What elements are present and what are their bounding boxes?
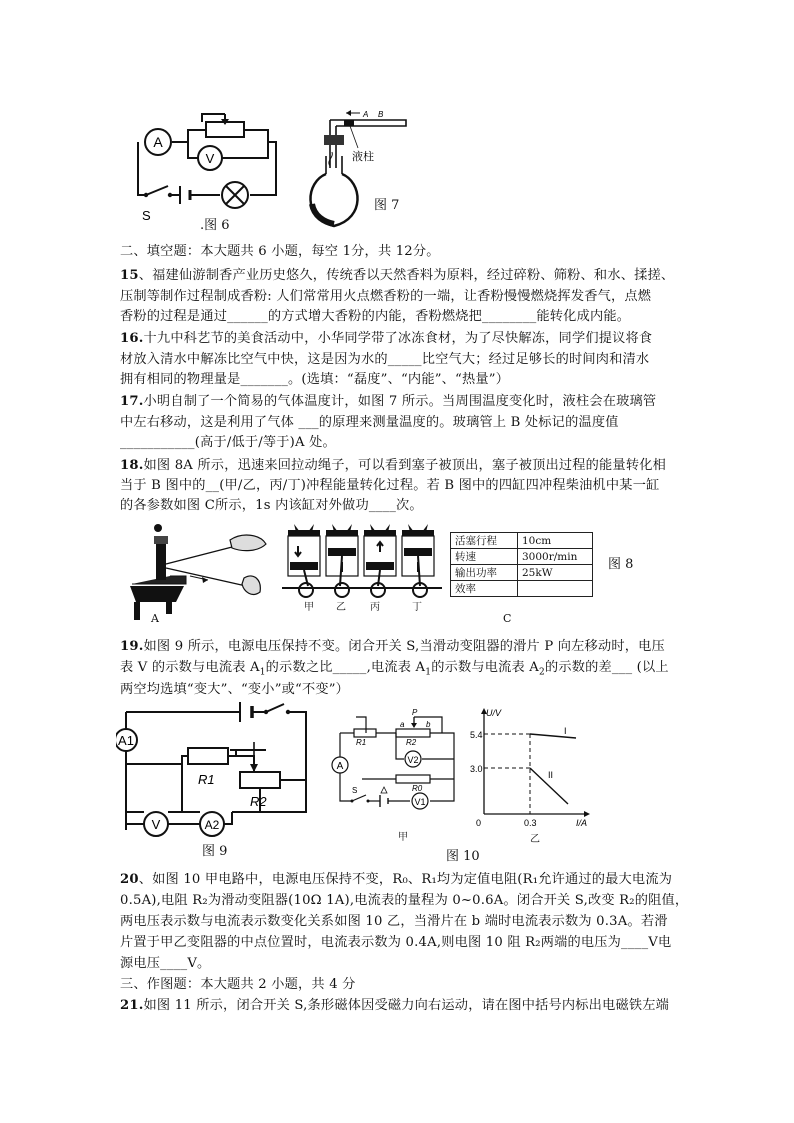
fig10-a-label: a bbox=[400, 720, 405, 729]
q15-line-3: 香粉的过程是通过______的方式增大香粉的内能，香粉燃烧把________能转化成内能。 bbox=[120, 309, 631, 324]
q16-line-2: 材放入清水中解冻比空气中快，这是因为水的_____比空气大；经过足够长的时间肉和清水 bbox=[120, 352, 650, 367]
graph-xtick-0-3: 0.3 bbox=[524, 818, 537, 828]
figure-8c-label: C bbox=[503, 612, 512, 625]
figure-8a-stopper-demo bbox=[126, 522, 276, 622]
q20-line-5: 源电压____V。 bbox=[120, 956, 211, 971]
q15-line-1: 15、福建仙游制香产业历史悠久，传统香以天然香料为原料，经过碎粉、筛粉、和水、揉搓、 bbox=[120, 268, 675, 283]
fig10-v2-label: V2 bbox=[407, 755, 419, 765]
q15-line-2: 压制等制作过程制成香粉: 人们常常用火点燃香粉的一端，让香粉慢慢燃烧挥发香气，点燃 bbox=[120, 289, 652, 304]
figure-9-circuit bbox=[116, 702, 316, 842]
figure-10-yi-label: 乙 bbox=[530, 834, 540, 845]
q16-line-1: 16.十九中科艺节的美食活动中，小华同学带了冰冻食材，为了尽快解冻，同学们提议将食 bbox=[120, 331, 653, 346]
fig10-v1-label: V1 bbox=[414, 797, 426, 807]
graph-line-i-label: I bbox=[564, 726, 567, 736]
resistor-r1-label: R1 bbox=[198, 772, 215, 787]
ammeter-a1-label: A1 bbox=[118, 733, 134, 748]
ammeter-label: A bbox=[153, 134, 163, 150]
resistor-r2-label: R2 bbox=[250, 794, 267, 809]
q17-line-3: ___________(高于/低于/等于)A 处。 bbox=[120, 435, 336, 450]
graph-line-ii-label: II bbox=[548, 770, 554, 780]
q20-line-1: 20、如图 10 甲电路中，电源电压保持不变，R₀、R₁均为定值电阻(R₁允许通过的最大电流为 bbox=[120, 872, 673, 887]
ammeter-a2-label: A2 bbox=[204, 818, 220, 832]
fig10-p-label: P bbox=[412, 708, 418, 717]
figure-7-caption: 图 7 bbox=[374, 198, 400, 213]
q20-line-3: 两电压表示数与电流表示数变化关系如图 10 乙，当滑片在 b 端时电流表示数为 0.3A。若滑 bbox=[120, 914, 668, 929]
table-cell: 3000r/min bbox=[518, 549, 593, 565]
stroke-ding-label: 丁 bbox=[412, 602, 422, 613]
table-row bbox=[451, 565, 593, 581]
figure-6-caption: .图 6 bbox=[200, 218, 230, 233]
graph-ytick-5-4: 5.4 bbox=[470, 730, 483, 740]
q20-line-2: 0.5A),电阻 R₂为滑动变阻器(10Ω 1A),电流表的量程为 0~0.6A。闭合开关 S,改变 R₂的阻值， bbox=[120, 893, 689, 908]
q20-line-4: 片置于甲乙变阻器的中点位置时，电流表示数为 0.4A,则电图 10 阻 R₂两端的电压为____V电 bbox=[120, 935, 672, 950]
figure-8-caption: 图 8 bbox=[608, 557, 634, 572]
q17-line-1: 17.小明自制了一个简易的气体温度计，如图 7 所示。当周围温度变化时，液柱会在玻璃管 bbox=[120, 394, 657, 409]
q17-line-2: 中左右移动，这是利用了气体 ___的原理来测量温度的。玻璃管上 B 处标记的温度值 bbox=[120, 415, 619, 430]
stroke-yi-label: 乙 bbox=[336, 602, 346, 613]
table-cell: 活塞行程 bbox=[451, 533, 518, 549]
figure-8c-parameter-table bbox=[450, 532, 593, 597]
fig10-ammeter-label: A bbox=[336, 761, 344, 772]
figure-10-jia-label: 甲 bbox=[398, 832, 408, 843]
table-cell: 输出功率 bbox=[451, 565, 518, 581]
stroke-bing-label: 丙 bbox=[370, 602, 380, 613]
table-cell: 转速 bbox=[451, 549, 518, 565]
graph-ytick-3-0: 3.0 bbox=[470, 764, 483, 774]
table-cell bbox=[518, 581, 593, 597]
figure-10-circuit-jia bbox=[326, 705, 462, 823]
figure-9-caption: 图 9 bbox=[202, 844, 228, 859]
graph-ylabel: U/V bbox=[486, 708, 502, 718]
fig10-r2-label: R2 bbox=[406, 738, 417, 747]
table-row bbox=[451, 581, 593, 597]
table-cell: 10cm bbox=[518, 533, 593, 549]
graph-line-i bbox=[530, 734, 576, 738]
q18-line-1: 18.如图 8A 所示，迅速来回拉动绳子，可以看到塞子被顶出，塞子被顶出过程的能量转化相 bbox=[120, 458, 666, 473]
figure-7-thermometer bbox=[300, 108, 410, 233]
fig10-b-label: b bbox=[426, 720, 431, 729]
table-row bbox=[451, 533, 593, 549]
fig10-s-label: S bbox=[352, 786, 358, 795]
switch-label: S bbox=[142, 208, 151, 223]
fig10-r0-label: R0 bbox=[412, 784, 423, 793]
q19-line-3: 两空均选填“变大”、“变小”或“不变”） bbox=[120, 682, 350, 697]
q21-line-1: 21.如图 11 所示，闭合开关 S,条形磁体因受磁力向右运动，请在图中括号内标出电磁铁左端 bbox=[120, 998, 670, 1013]
q16-line-3: 拥有相同的物理量是_______。(选填：“磊度”、“内能”、“热量”） bbox=[120, 372, 510, 387]
q19-line-1: 19.如图 9 所示，电源电压保持不变。闭合开关 S,当滑动变阻器的滑片 P 向左移动时，电压 bbox=[120, 639, 665, 654]
graph-guide-lines bbox=[484, 734, 530, 814]
figure-10-graph-yi bbox=[468, 702, 596, 830]
voltmeter-label: V bbox=[205, 151, 215, 166]
table-cell: 效率 bbox=[451, 581, 518, 597]
figure-8a-label: A bbox=[151, 612, 159, 625]
table-cell: 25kW bbox=[518, 565, 593, 581]
section-2-title: 二、填空题：本大题共 6 小题，每空 1分，共 12分。 bbox=[120, 244, 440, 259]
section-3-title: 三、作图题：本大题共 2 小题，共 4 分 bbox=[120, 977, 356, 992]
point-a-label: A bbox=[363, 110, 369, 119]
voltmeter-v-label: V bbox=[151, 817, 161, 832]
table-row bbox=[451, 549, 593, 565]
graph-xtick-0: 0 bbox=[476, 818, 482, 828]
q19-line-2: 表 V 的示数与电流表 $A_1$的示数之比_____,电流表 $A_1$的示数与电流表 $A_2$的示数的差___ (以上 bbox=[120, 660, 669, 678]
graph-xlabel: I/A bbox=[576, 818, 588, 828]
point-b-label: B bbox=[378, 110, 384, 119]
q18-line-3: 的各参数如图 C所示，1s 内该缸对外做功____次。 bbox=[120, 498, 423, 513]
liquid-column-label: 液柱 bbox=[352, 151, 374, 163]
fig10-r1-label: R1 bbox=[356, 738, 367, 747]
figure-10-caption: 图 10 bbox=[446, 849, 480, 864]
stroke-jia-label: 甲 bbox=[304, 602, 314, 613]
q18-line-2: 当于 B 图中的__(甲/乙，丙/丁)冲程能量转化过程。若 B 图中的四缸四冲程柴油机中某一缸 bbox=[120, 478, 660, 493]
